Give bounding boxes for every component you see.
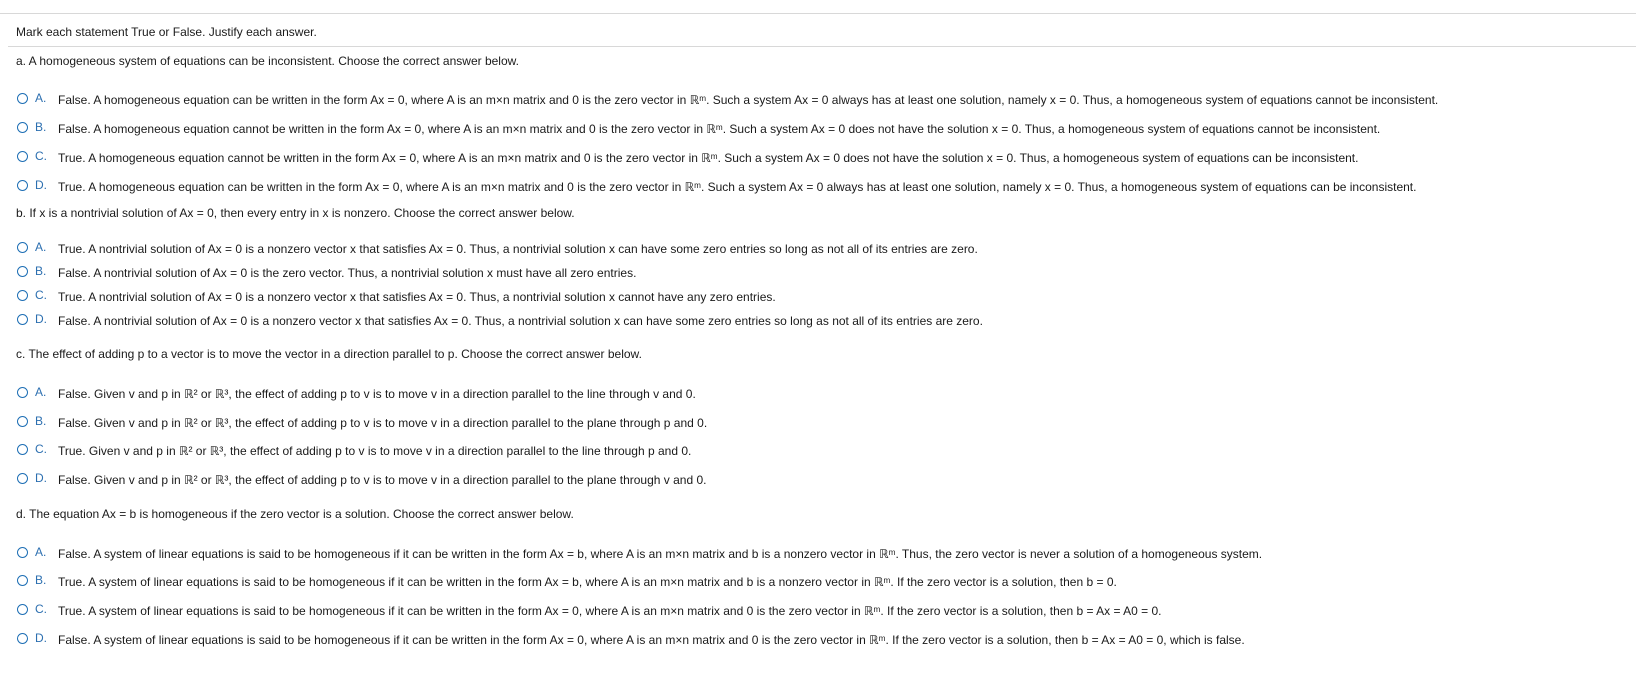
option-letter: B. xyxy=(35,414,47,428)
radio-button[interactable] xyxy=(17,416,28,427)
radio-button[interactable] xyxy=(17,547,28,558)
option-letter: D. xyxy=(35,178,47,192)
option-text: False. A nontrivial solution of Ax = 0 is a nonzero vector x that satisfies Ax = 0. Thus, a nontrivial solution x can have some zero entries so long as not all of its entries are zero. xyxy=(58,314,983,328)
option-text: True. A system of linear equations is said to be homogeneous if it can be written in the form Ax = b, where A is an m×n matrix and b is a nonzero vector in ℝᵐ. If the zero vector is a solution, then b = 0. xyxy=(58,575,1117,589)
option-letter: D. xyxy=(35,312,47,326)
question-b-option-c[interactable] xyxy=(17,289,1627,305)
option-text: False. A system of linear equations is said to be homogeneous if it can be written in the form Ax = b, where A is an m×n matrix and b is a nonzero vector in ℝᵐ. Thus, the zero vector is never a solution of a homogeneous system. xyxy=(58,547,1263,561)
radio-button[interactable] xyxy=(17,93,28,104)
option-letter: D. xyxy=(35,631,47,645)
question-d-option-a[interactable] xyxy=(17,546,1627,562)
radio-button[interactable] xyxy=(17,242,28,253)
question-a-prompt: a. A homogeneous system of equations can be inconsistent. Choose the correct answer below. xyxy=(16,54,519,68)
option-letter: A. xyxy=(35,545,47,559)
option-letter: A. xyxy=(35,240,47,254)
option-letter: B. xyxy=(35,264,47,278)
question-a-option-d[interactable] xyxy=(17,179,1627,195)
option-letter: B. xyxy=(35,573,47,587)
option-letter: C. xyxy=(35,442,47,456)
question-b-option-b[interactable] xyxy=(17,265,1627,281)
question-d-option-d[interactable] xyxy=(17,632,1627,648)
option-letter: C. xyxy=(35,602,47,616)
option-text: False. Given v and p in ℝ² or ℝ³, the effect of adding p to v is to move v in a direction parallel to the line through v and 0. xyxy=(58,387,696,401)
instructions-divider xyxy=(8,46,1636,47)
question-c-option-a[interactable] xyxy=(17,386,1627,402)
option-letter: B. xyxy=(35,120,47,134)
question-b-option-d[interactable] xyxy=(17,313,1627,329)
radio-button[interactable] xyxy=(17,604,28,615)
instructions-text: Mark each statement True or False. Justify each answer. xyxy=(16,25,317,39)
option-text: False. Given v and p in ℝ² or ℝ³, the effect of adding p to v is to move v in a direction parallel to the plane through v and 0. xyxy=(58,473,707,487)
radio-button[interactable] xyxy=(17,180,28,191)
radio-button[interactable] xyxy=(17,633,28,644)
option-text: False. Given v and p in ℝ² or ℝ³, the effect of adding p to v is to move v in a direction parallel to the plane through p and 0. xyxy=(58,416,708,430)
question-b-prompt: b. If x is a nontrivial solution of Ax = 0, then every entry in x is nonzero. Choose the correct answer below. xyxy=(16,206,575,220)
radio-button[interactable] xyxy=(17,473,28,484)
question-a-option-b[interactable] xyxy=(17,121,1627,137)
option-letter: D. xyxy=(35,471,47,485)
option-text: True. A homogeneous equation cannot be written in the form Ax = 0, where A is an m×n matrix and 0 is the zero vector in ℝᵐ. Such a system Ax = 0 does not have the solution x = 0. Thus, a homogeneous system of equations can be inconsistent. xyxy=(58,151,1359,165)
question-a-option-c[interactable] xyxy=(17,150,1627,166)
option-text: True. A homogeneous equation can be written in the form Ax = 0, where A is an m×n matrix and 0 is the zero vector in ℝᵐ. Such a system Ax = 0 always has at least one solution, namely x = 0. Thus, a homogeneous system of equations can be inconsistent. xyxy=(58,180,1417,194)
question-c-option-b[interactable] xyxy=(17,415,1627,431)
question-c-option-d[interactable] xyxy=(17,472,1627,488)
radio-button[interactable] xyxy=(17,122,28,133)
option-text: True. A nontrivial solution of Ax = 0 is a nonzero vector x that satisfies Ax = 0. Thus, a nontrivial solution x cannot have any zero entries. xyxy=(58,290,776,304)
radio-button[interactable] xyxy=(17,151,28,162)
option-letter: C. xyxy=(35,149,47,163)
question-d-option-b[interactable] xyxy=(17,574,1627,590)
top-divider xyxy=(0,13,1636,14)
radio-button[interactable] xyxy=(17,314,28,325)
question-d-prompt: d. The equation Ax = b is homogeneous if the zero vector is a solution. Choose the correct answer below. xyxy=(16,507,574,521)
option-text: True. A nontrivial solution of Ax = 0 is a nonzero vector x that satisfies Ax = 0. Thus, a nontrivial solution x can have some zero entries so long as not all of its entries are zero. xyxy=(58,242,978,256)
option-text: True. Given v and p in ℝ² or ℝ³, the effect of adding p to v is to move v in a direction parallel to the line through p and 0. xyxy=(58,444,692,458)
radio-button[interactable] xyxy=(17,266,28,277)
option-text: False. A homogeneous equation cannot be written in the form Ax = 0, where A is an m×n matrix and 0 is the zero vector in ℝᵐ. Such a system Ax = 0 does not have the solution x = 0. Thus, a homogeneous system of equations cannot be inconsistent. xyxy=(58,122,1381,136)
option-text: False. A nontrivial solution of Ax = 0 is the zero vector. Thus, a nontrivial solution x must have all zero entries. xyxy=(58,266,637,280)
radio-button[interactable] xyxy=(17,444,28,455)
option-text: False. A homogeneous equation can be written in the form Ax = 0, where A is an m×n matrix and 0 is the zero vector in ℝᵐ. Such a system Ax = 0 always has at least one solution, namely x = 0. Thus, a homogeneous system of equations cannot be inconsistent. xyxy=(58,93,1439,107)
question-b-option-a[interactable] xyxy=(17,241,1627,257)
option-letter: C. xyxy=(35,288,47,302)
option-text: True. A system of linear equations is said to be homogeneous if it can be written in the form Ax = 0, where A is an m×n matrix and 0 is the zero vector in ℝᵐ. If the zero vector is a solution, then b = Ax = A0 = 0. xyxy=(58,604,1162,618)
question-c-prompt: c. The effect of adding p to a vector is to move the vector in a direction parallel to p. Choose the correct answer below. xyxy=(16,347,642,361)
radio-button[interactable] xyxy=(17,387,28,398)
question-c-option-c[interactable] xyxy=(17,443,1627,459)
option-letter: A. xyxy=(35,91,47,105)
question-a-option-a[interactable] xyxy=(17,92,1627,108)
option-letter: A. xyxy=(35,385,47,399)
option-text: False. A system of linear equations is said to be homogeneous if it can be written in the form Ax = 0, where A is an m×n matrix and 0 is the zero vector in ℝᵐ. If the zero vector is a solution, then b = Ax = A0 = 0, which is false. xyxy=(58,633,1245,647)
question-d-option-c[interactable] xyxy=(17,603,1627,619)
radio-button[interactable] xyxy=(17,575,28,586)
radio-button[interactable] xyxy=(17,290,28,301)
